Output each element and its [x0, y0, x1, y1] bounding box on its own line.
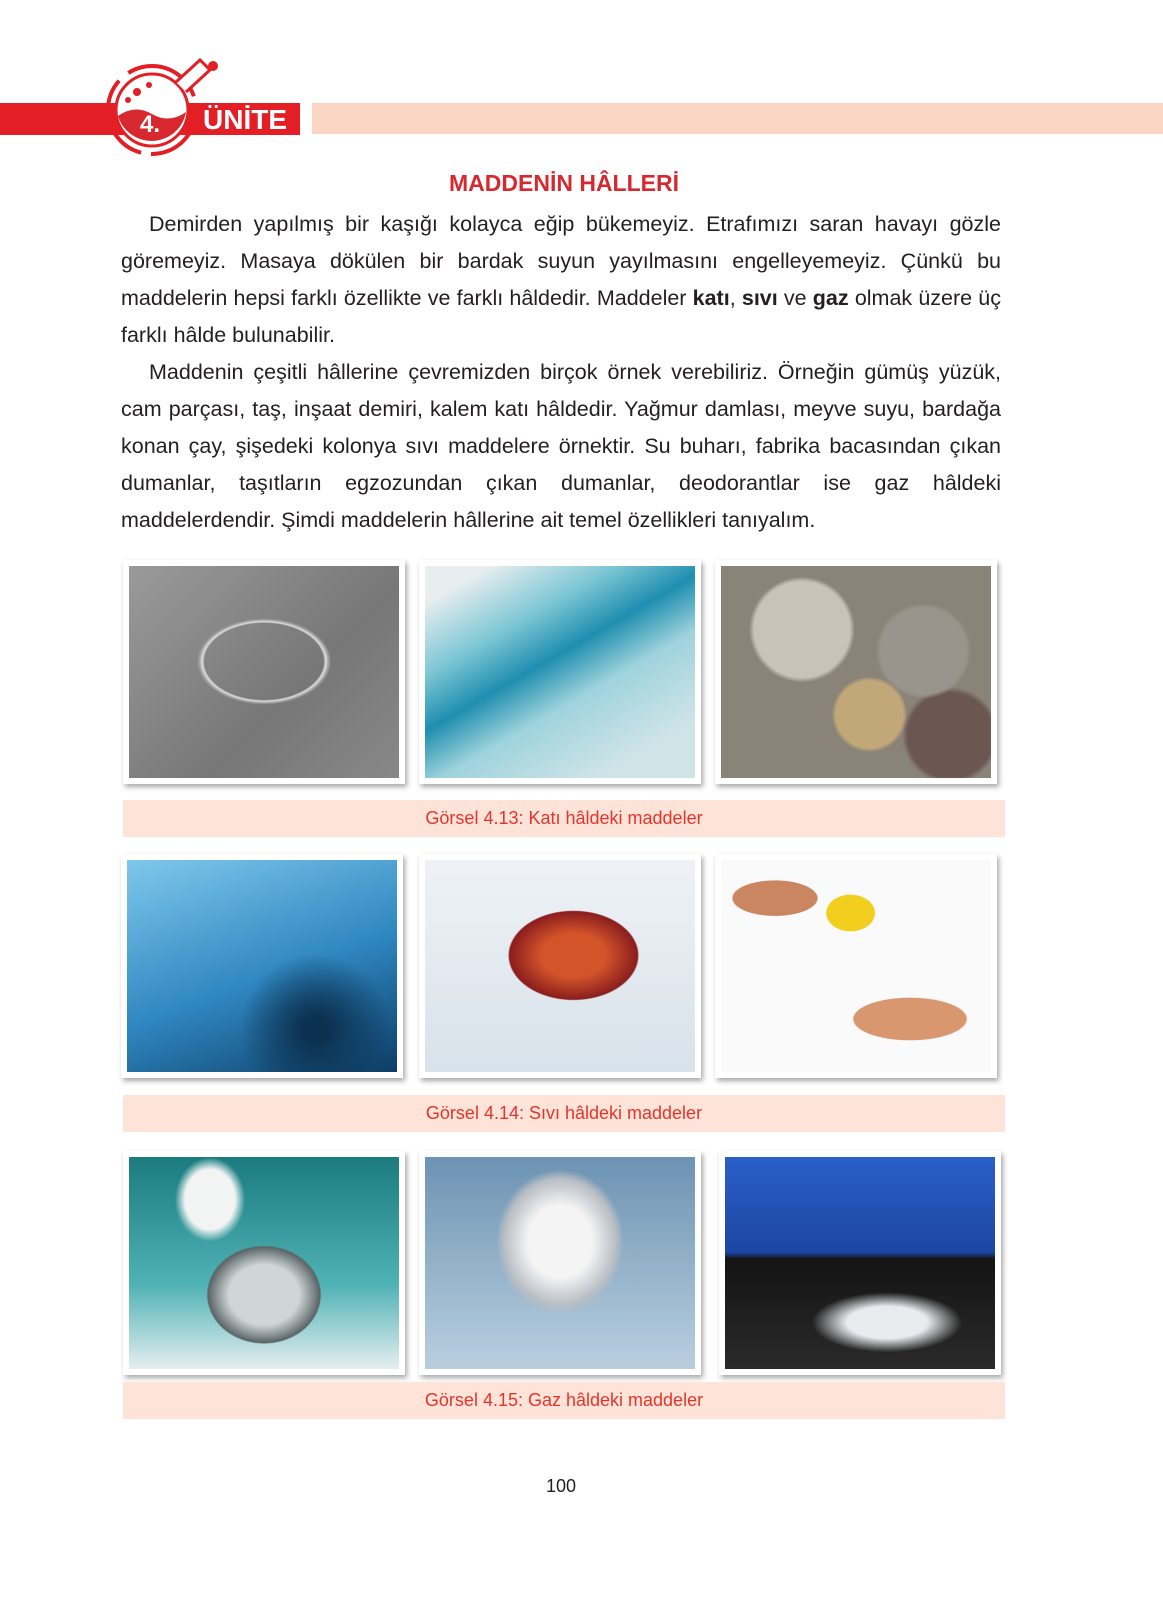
- unit-label: ÜNİTE: [203, 104, 287, 135]
- caption-solids: Görsel 4.13: Katı hâldeki maddeler: [123, 800, 1005, 837]
- photo-water-ripples: [121, 854, 403, 1078]
- photo-factory-smoke: [419, 1151, 701, 1375]
- photo-ring: [123, 560, 405, 784]
- photo-steaming-kettle: [123, 1151, 405, 1375]
- photo-car-exhaust: [719, 1151, 1001, 1375]
- svg-text:4.: 4.: [140, 111, 161, 138]
- photo-tea-cup: [419, 854, 701, 1078]
- header-peach-bar: [312, 103, 1163, 134]
- photo-stones: [715, 560, 997, 784]
- paragraph-1: Demirden yapılmış bir kaşığı kolayca eğip bükemeyiz. Etrafımızı saran havayı gözle göremeyiz. Masaya dökülen bir bardak suyun yayılmasını engelleyemeyiz. Çünkü bu maddelerin hepsi farklı özellikte ve farklı hâldedir. Maddeler katı, sıvı ve gaz olmak üzere üç farklı hâlde bulunabilir.: [121, 212, 1001, 347]
- photo-glass-pieces: [419, 560, 701, 784]
- page-title: MADDENİN HÂLLERİ: [449, 170, 679, 196]
- body-text: [121, 206, 1001, 539]
- caption-gases: Görsel 4.15: Gaz hâldeki maddeler: [123, 1382, 1005, 1419]
- page-number: 100: [545, 1476, 577, 1496]
- caption-liquids: Görsel 4.14: Sıvı hâldeki maddeler: [123, 1095, 1005, 1132]
- photo-cologne-hands: [715, 854, 997, 1078]
- paragraph-2: Maddenin çeşitli hâllerine çevremizden birçok örnek verebiliriz. Örneğin gümüş yüzük, cam parçası, taş, inşaat demiri, kalem katı hâldedir. Yağmur damlası, meyve suyu, bardağa konan çay, şişedeki kolonya sıvı maddelere örnektir. Su buharı, fabrika bacasından çıkan dumanlar, taşıtların egzozundan çıkan dumanlar, deodorantlar ise gaz hâldeki maddelerdendir. Şimdi maddelerin hâllerine ait temel özellikleri tanıyalım.: [121, 360, 1001, 532]
